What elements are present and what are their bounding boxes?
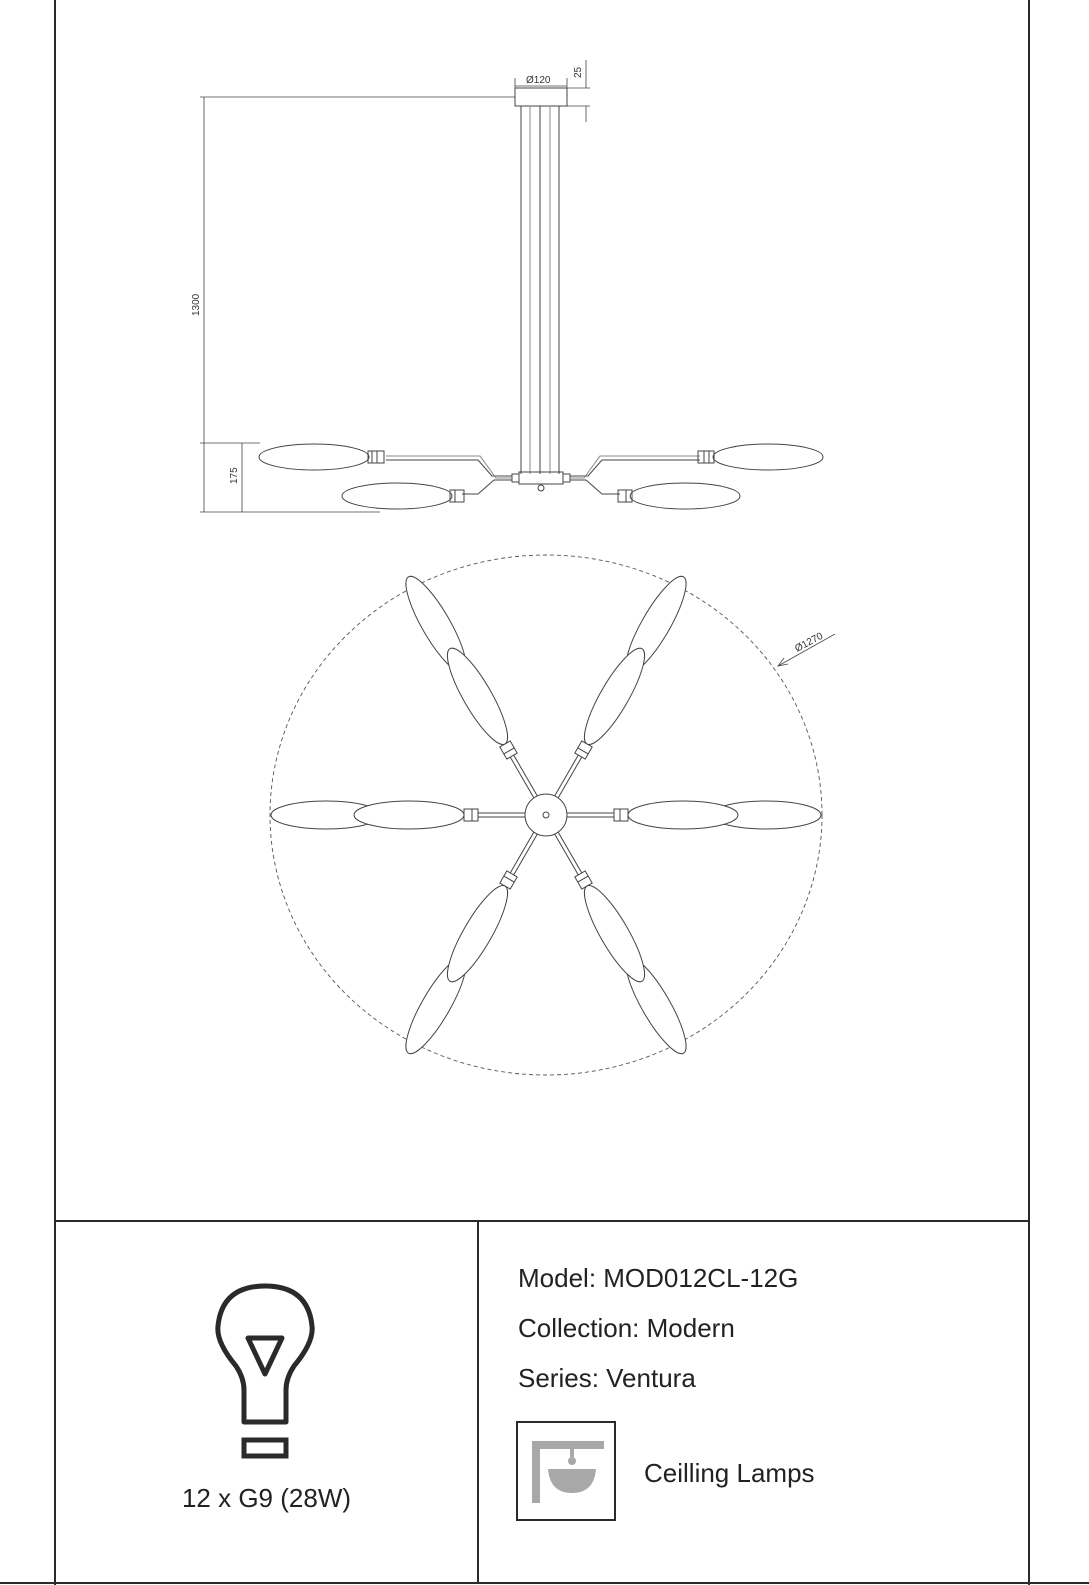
canopy-diameter-label: Ø120 xyxy=(526,75,551,86)
plan-shade xyxy=(438,642,517,751)
ceiling-lamp-icon xyxy=(516,1421,616,1521)
canopy xyxy=(515,88,567,106)
shade xyxy=(259,444,369,470)
shade xyxy=(630,483,740,509)
side-dimension-lines xyxy=(200,60,590,512)
frame-divider-horizontal xyxy=(54,1220,1030,1222)
plan-view xyxy=(270,555,822,1075)
plan-shade xyxy=(354,801,464,829)
plan-hub xyxy=(525,794,567,836)
bulb-spec: 12 x G9 (28W) xyxy=(181,1483,352,1513)
category-label: Ceilling Lamps xyxy=(644,1458,815,1488)
frame-divider-vertical xyxy=(477,1220,479,1584)
hub xyxy=(519,472,563,484)
plan-shade xyxy=(575,642,654,751)
shade xyxy=(342,483,452,509)
plan-shade xyxy=(575,879,654,988)
arm-height-label: 175 xyxy=(229,467,240,484)
plan-arm xyxy=(544,570,696,805)
overall-diameter-label: Ø1270 xyxy=(793,630,825,655)
plan-arm xyxy=(396,570,548,805)
plan-shade xyxy=(438,879,517,988)
shade xyxy=(713,444,823,470)
light-bulb-icon xyxy=(210,1282,320,1462)
plan-shade xyxy=(628,801,738,829)
plan-arm xyxy=(544,825,696,1060)
series-spec: Series: Ventura xyxy=(518,1363,696,1393)
side-elevation xyxy=(259,88,823,509)
frame-border-bottom xyxy=(0,1582,1089,1584)
total-height-label: 1300 xyxy=(191,293,202,316)
collection-spec: Collection: Modern xyxy=(518,1313,735,1343)
plan-arm xyxy=(566,801,821,829)
plan-arm xyxy=(271,801,526,829)
canopy-height-label: 25 xyxy=(573,66,584,78)
model-spec: Model: MOD012CL-12G xyxy=(518,1263,799,1293)
plan-arm xyxy=(396,825,548,1060)
